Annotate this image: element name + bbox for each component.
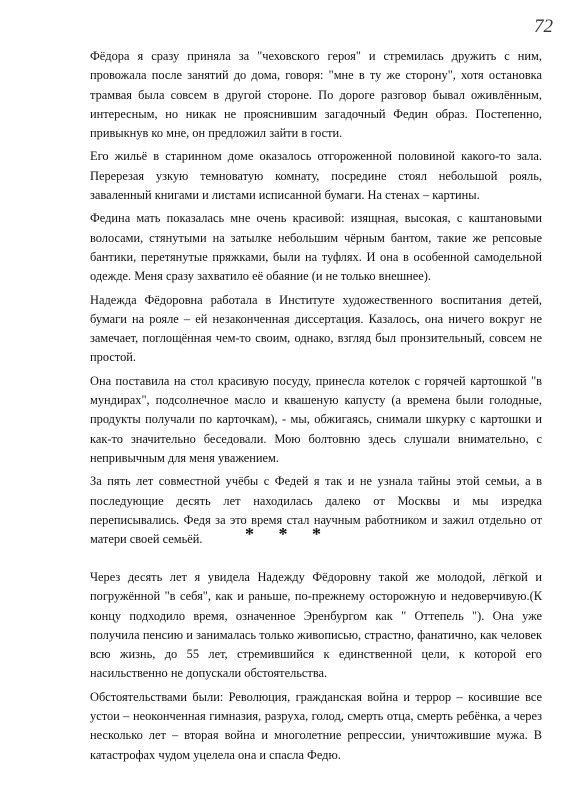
paragraph: Надежда Фёдоровна работала в Институте художественного воспитания детей, бумаги на рояле – ей незаконченная диссертация. Казалось, она ничего вокруг не замечает, поглощённая чем-то своим, однако, взгляд был пронзительный, совсем не простой. <box>90 292 542 365</box>
paragraph: Через десять лет я увидела Надежду Фёдоровну такой же молодой, лёгкой и погружённой "в себя", как и раньше, по-прежнему осторожную и недоверчивую.(К концу подходило время, означенное Эренбургом как " Оттепель "). Она уже получила пенсию и занималась только живописью, страстно, фанатично, как человек всю жизнь, до 55 лет, стремившийся к единственной цели, к которой его насильственно не допускали обстоятельства. <box>90 570 542 681</box>
text-block-1 <box>90 47 542 553</box>
paragraph: За пять лет совместной учёбы с Федей я так и не узнала тайны этой семьи, а в последующие десять лет находилась далеко от Москвы и мы изредка переписывались. Федя за это время стал научным работником и зажил отдельно от матери своей семьёй. <box>90 474 542 547</box>
paragraph: Федина мать показалась мне очень красивой: изящная, высокая, с каштановыми волосами, стянутыми на затылке небольшим чёрным бантом, такие же репсовые бантики, перетянутые пряжками, были на туфлях. И она в особенной самодельной одежде. Меня сразу захватило её обаяние (и не только внешнее). <box>90 211 542 284</box>
page-number: 72 <box>534 16 553 37</box>
paragraph: Фёдора я сразу приняла за "чеховского героя" и стремилась дружить с ним, провожала после занятий до дома, говоря: "мне в ту же сторону", хотя остановка трамвая была совсем в другой стороне. По дороге разговор бывал оживлённым, интересным, но никак не прояснившим загадочный Федин образ. Постепенно, привыкнув ко мне, он предложил зайти в гости. <box>90 49 542 141</box>
paragraph: Его жильё в старинном доме оказалось отгороженной половиной какого-то зала. Перерезая узкую темноватую комнату, посредине стоял небольшой рояль, заваленный книгами и листами исписанной бумаги. На стенах – картины. <box>90 149 542 203</box>
paragraph: Она поставила на стол красивую посуду, принесла котелок с горячей картошкой "в мундирах", подсолнечное масло и квашеную капусту (а времена были голодные, продукты получали по карточкам), - мы, обжигаясь, снимали шкурку с картошки и как-то значительно беседовали. Мою болтовню здесь слушали внимательно, с непривычным для меня уважением. <box>90 373 542 465</box>
section-separator: * * * <box>245 524 331 544</box>
paragraph: Обстоятельствами были: Революция, гражданская война и террор – косившие все устои – неоконченная гимназия, разруха, голод, смерть отца, смерть ребёнка, а через несколько лет – вторая война и многолетние репрессии, уничтожившие мужа. В катастрофах чудом уцелела она и спасла Федю. <box>90 689 542 762</box>
text-block-2 <box>90 568 542 769</box>
